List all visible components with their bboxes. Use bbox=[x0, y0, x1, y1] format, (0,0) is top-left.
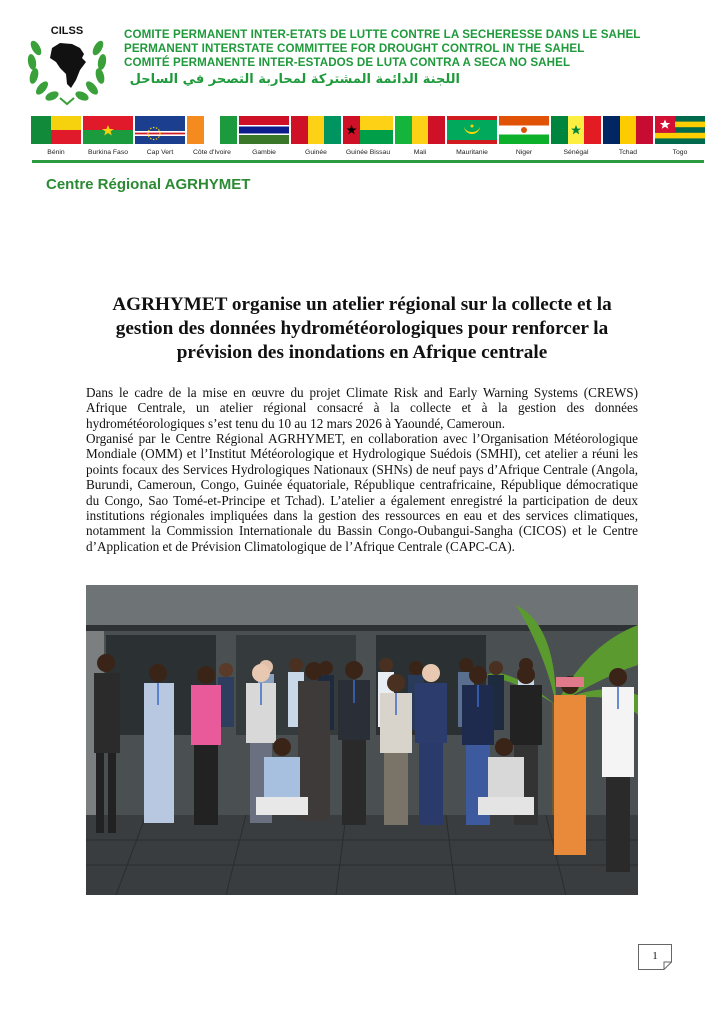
org-name-english: PERMANENT INTERSTATE COMMITTEE FOR DROUGHT CONTROL IN THE SAHEL bbox=[124, 42, 585, 55]
flag-senegal: Sénégal bbox=[548, 116, 604, 156]
flag-gambie: Gambie bbox=[236, 116, 292, 156]
organization-header bbox=[124, 28, 714, 89]
centre-name: Centre Régional AGRHYMET bbox=[46, 176, 251, 193]
flag-cote-divoire: Côte d'Ivoire bbox=[184, 116, 240, 156]
org-name-portuguese: COMITÉ PERMANENTE INTER-ESTADOS DE LUTA CONTRA A SECA NO SAHEL bbox=[124, 56, 571, 69]
flag-benin: Bénin bbox=[28, 116, 84, 156]
page-number bbox=[638, 944, 672, 970]
flag-guinee-bissau: Guinée Bissau bbox=[340, 116, 396, 156]
org-name-french: COMITE PERMANENT INTER-ETATS DE LUTTE CONTRE LA SECHERESSE DANS LE SAHEL bbox=[124, 28, 641, 41]
flag-guinee: Guinée bbox=[288, 116, 344, 156]
page-number-label: 1 bbox=[652, 950, 658, 962]
cilss-logo bbox=[22, 18, 112, 106]
flag-cap-vert: Cap Vert bbox=[132, 116, 188, 156]
group-photo bbox=[86, 585, 638, 895]
article-paragraph-2: Organisé par le Centre Régional AGRHYMET, en collaboration avec l’Organisation Météorologique Mondiale (OMM) et l’Institut Météorologique et Hydrologique Suédois (SMHI), cet atelier a réuni les points focaux des Services Hydrologiques Nationaux (SHNs) de neuf pays d’Afrique Centrale (Angola, Burundi, Cameroun, Congo, Guinée équatoriale, République centrafricaine, République démocratique du Congo, Sao Tomé-et-Principe et Tchad). L’atelier a également enregistré la participation de deux institutions régionales impliquées dans la gestion des ressources en eau et des services climatiques, notamment la Commission Internationale du Bassin Congo-Oubangui-Sangha (CICOS) et le Centre d’Application et de Prévision Climatologique de l’Afrique Centrale (CAPC-CA). bbox=[86, 431, 638, 554]
article-paragraph-1: Dans le cadre de la mise en œuvre du projet Climate Risk and Early Warning Systems (CREWS) Afrique Centrale, un atelier régional consacré à la collecte et à la gestion des données hydrométéorologiques s’est tenu du 10 au 12 mars 2026 à Yaoundé, Cameroun. bbox=[86, 385, 638, 431]
flag-togo: Togo bbox=[652, 116, 708, 156]
member-flags bbox=[28, 116, 714, 162]
flag-burkina-faso: Burkina Faso bbox=[80, 116, 136, 156]
header-divider bbox=[32, 160, 704, 163]
article-headline: AGRHYMET organise un atelier régional sur la collecte et la gestion des données hydrométéorologiques pour renforcer la prévision des inondations en Afrique centrale bbox=[112, 294, 612, 363]
flag-mali: Mali bbox=[392, 116, 448, 156]
flag-tchad: Tchad bbox=[600, 116, 656, 156]
svg-text:CILSS: CILSS bbox=[50, 25, 84, 37]
flag-niger: Niger bbox=[496, 116, 552, 156]
org-name-arabic: اللجنة الدائمة المشتركة لمحاربة التصحر في الساحل bbox=[129, 72, 460, 87]
flag-mauritanie: Mauritanie bbox=[444, 116, 500, 156]
